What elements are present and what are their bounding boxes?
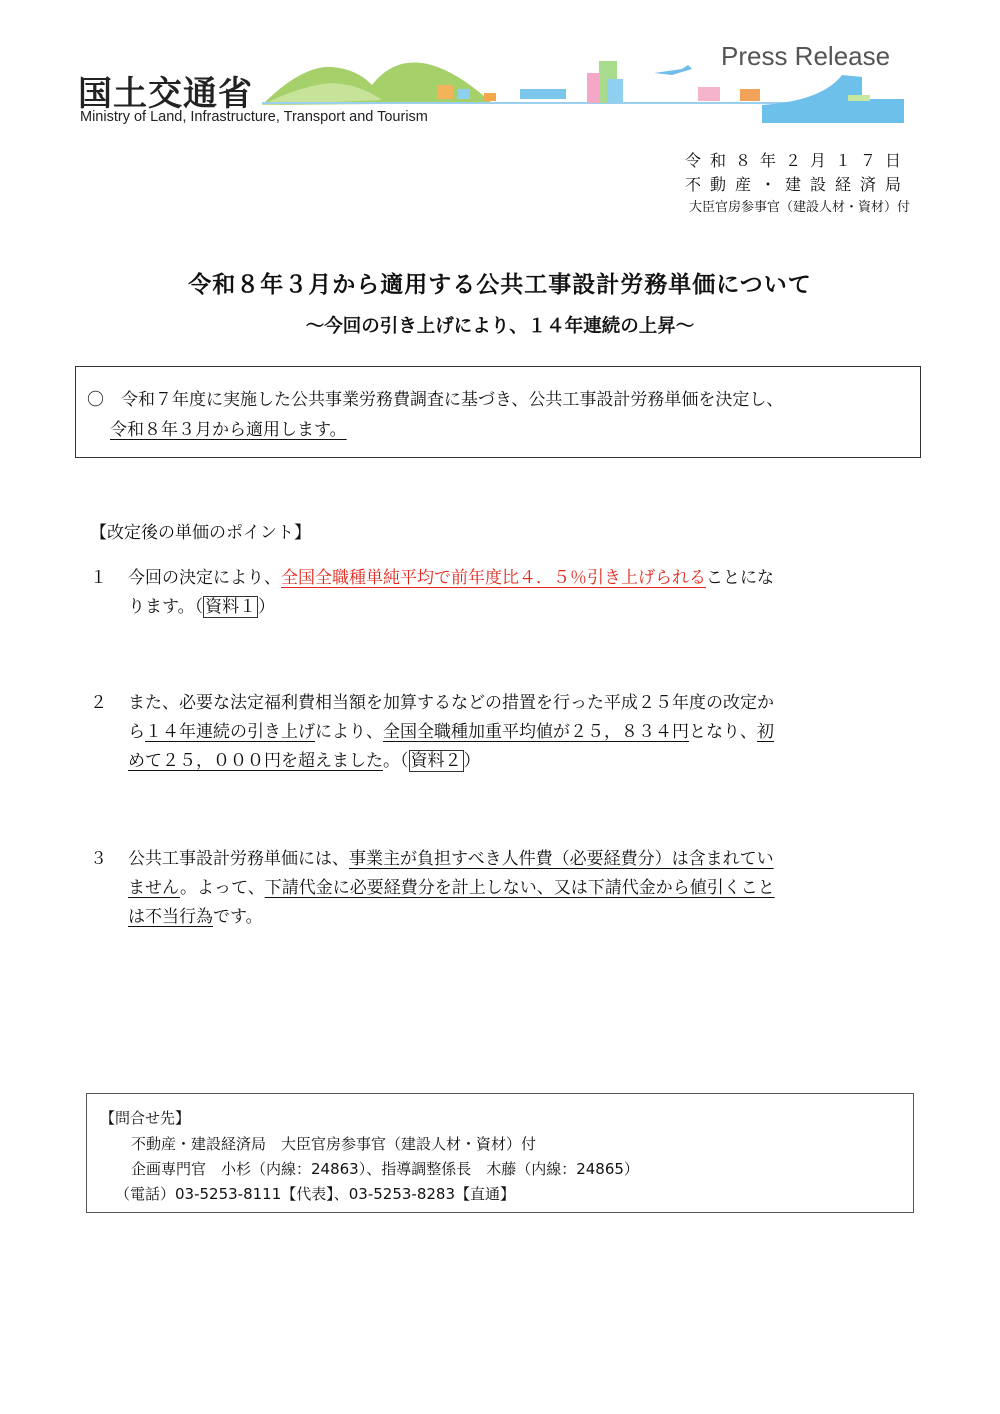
issuing-bureau: 不動産・建設経済局 bbox=[684, 175, 910, 194]
house-shape bbox=[458, 89, 470, 99]
point-text bbox=[128, 746, 481, 771]
building-shape bbox=[607, 79, 623, 103]
point-emphasis: 全国全職種単純平均で前年度比４．５％引き上げられる bbox=[281, 568, 706, 588]
point-emphasis: 下請代金に必要経費分を計上しない、又は下請代金から値引くこと bbox=[264, 878, 775, 898]
point-text-segment: です。 bbox=[213, 907, 263, 927]
point-text bbox=[128, 563, 774, 588]
point-number: １ bbox=[90, 568, 107, 588]
reference-link[interactable]: 資料２ bbox=[410, 751, 462, 771]
point-text-segment: 今回の決定により、 bbox=[128, 568, 281, 588]
points-heading: 【改定後の単価のポイント】 bbox=[90, 523, 311, 543]
contact-line: 不動産・建設経済局 大臣官房参事官（建設人材・資材）付 bbox=[131, 1135, 537, 1153]
point-text-segment: 公共工事設計労務単価には、 bbox=[128, 849, 349, 869]
point-text bbox=[128, 592, 275, 617]
reference-link[interactable]: 資料１ bbox=[205, 597, 257, 617]
point-text bbox=[128, 902, 263, 927]
building-shape bbox=[698, 87, 720, 101]
document-subtitle: ～今回の引き上げにより、１４年連続の上昇～ bbox=[305, 316, 695, 337]
point-text-segment: ります。（ bbox=[128, 597, 204, 617]
point-text bbox=[128, 873, 775, 898]
factory-shape bbox=[740, 89, 760, 101]
truck-shape bbox=[484, 93, 496, 101]
contact-heading: 【問合せ先】 bbox=[100, 1109, 191, 1127]
summary-line: 令和８年３月から適用します。 bbox=[110, 420, 347, 440]
point-number: ３ bbox=[90, 849, 107, 869]
ministry-logo-en: Ministry of Land, Infrastructure, Transport and Tourism bbox=[80, 109, 428, 125]
airplane-icon bbox=[654, 65, 692, 75]
date-block bbox=[685, 149, 910, 219]
point-emphasis: は不当行為 bbox=[128, 907, 213, 927]
point-text-segment: ことにな bbox=[706, 568, 774, 588]
header-landscape-banner bbox=[262, 55, 904, 125]
summary-line: 〇 令和７年度に実施した公共事業労務費調査に基づき、公共工事設計労務単価を決定し、 bbox=[87, 390, 784, 410]
point-emphasis: 全国全職種加重平均値が２５，８３４円 bbox=[383, 722, 689, 742]
ship-icon bbox=[848, 95, 870, 101]
point-text bbox=[128, 717, 774, 742]
issue-date: 令和８年２月１７日 bbox=[684, 151, 910, 170]
point-emphasis: ません bbox=[128, 878, 181, 898]
point-text-segment: 。よって、 bbox=[180, 878, 265, 898]
sea-shape bbox=[762, 75, 904, 123]
press-release-label: Press Release bbox=[721, 41, 891, 71]
point-text bbox=[128, 844, 774, 869]
point-emphasis: 事業主が負担すべき人件費（必要経費分）は含まれてい bbox=[349, 849, 774, 869]
point-number: ２ bbox=[90, 693, 107, 713]
point-text-segment: ） bbox=[463, 751, 481, 771]
point-text: また、必要な法定福利費相当額を加算するなどの措置を行った平成２５年度の改定か bbox=[128, 693, 774, 713]
ministry-logo-jp: 国土交通省 bbox=[78, 74, 253, 114]
point-text-segment: ら bbox=[128, 722, 145, 742]
point-text-segment: により、 bbox=[315, 722, 383, 742]
point-emphasis: 初 bbox=[757, 722, 774, 742]
point-emphasis: めて２５，０００円を超えました bbox=[128, 751, 383, 771]
contact-line: 企画専門官 小杉（内線：24863）、指導調整係長 木藤（内線：24865） bbox=[131, 1160, 639, 1178]
point-text-segment: となり、 bbox=[689, 722, 757, 742]
point-text-segment: ） bbox=[258, 597, 276, 617]
point-text-segment: 。（ bbox=[383, 751, 409, 771]
contact-phone: （電話）03-5253-8111【代表】、03-5253-8283【直通】 bbox=[115, 1185, 516, 1203]
summary-box bbox=[75, 366, 921, 458]
document-title: 令和８年３月から適用する公共工事設計労務単価について bbox=[188, 272, 812, 298]
issuing-office: 大臣官房参事官（建設人材・資材）付 bbox=[688, 200, 910, 215]
house-shape bbox=[437, 85, 453, 99]
train-shape bbox=[520, 89, 566, 99]
point-emphasis: １４年連続の引き上げ bbox=[145, 722, 315, 742]
